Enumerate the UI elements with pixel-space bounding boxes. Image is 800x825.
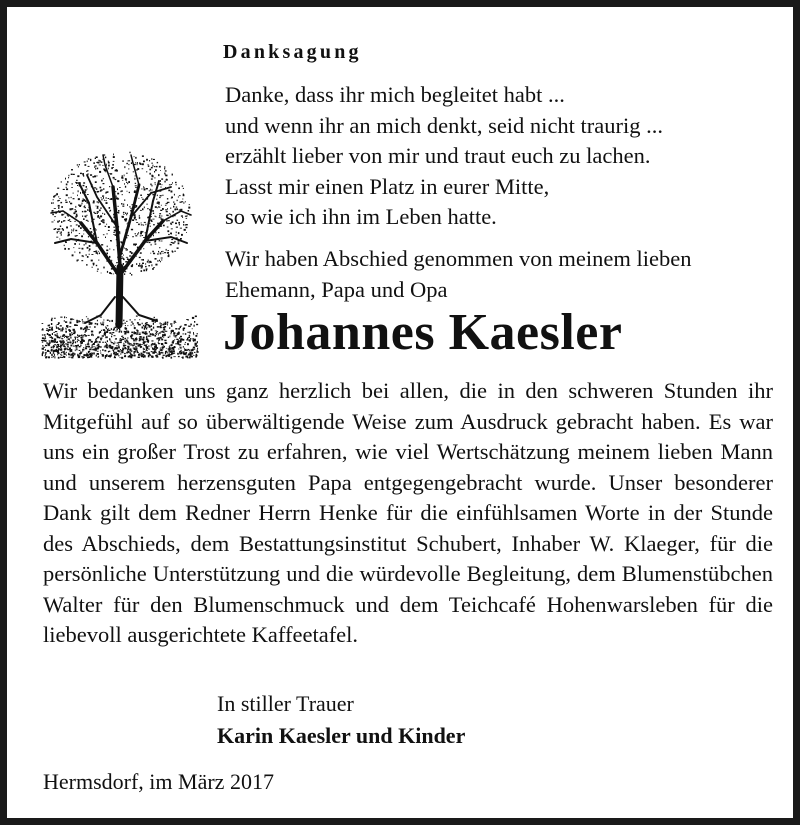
deceased-name: Johannes Kaesler bbox=[223, 304, 623, 361]
intro-text bbox=[225, 244, 691, 305]
signers: Karin Kaesler und Kinder bbox=[217, 723, 466, 748]
tree-icon bbox=[41, 147, 199, 359]
poem-line: und wenn ihr an mich denkt, seid nicht traurig ... bbox=[225, 112, 664, 138]
intro-line: Ehemann, Papa und Opa bbox=[225, 276, 448, 302]
intro-line: Wir haben Abschied genommen von meinem lieben bbox=[225, 246, 692, 271]
poem-line: Lasst mir einen Platz in eurer Mitte, bbox=[225, 173, 550, 199]
poem-line: so wie ich ihn im Leben hatte. bbox=[225, 204, 497, 229]
place-date: Hermsdorf, im März 2017 bbox=[43, 769, 274, 794]
thanks-paragraph: Wir bedanken uns ganz herzlich bei allen, die in den schweren Stunden ihr Mitgefühl auf so überwältigende Weise zum Ausdruck gebracht haben. Es war uns ein großer Trost zu erfahren, wie viel Wertschätzung meinem lieben Mann und unserem herzensguten Papa entgegengebracht wurde. Unser besonderer Dank gilt dem Redner Herrn Henke für die einfühlsamen Worte in der Stunde des Abschieds, dem Bestattungsinstitut Schubert, Inhaber W. Klaeger, für die persönliche Unterstützung und die würdevolle Begleitung, dem Blumenstübchen Walter für den Blumenschmuck und dem Teichcafé Hohenwarsleben für die liebevoll ausgerichtete Kaffeetafel. bbox=[43, 378, 773, 647]
closing-block bbox=[217, 688, 465, 752]
notice-heading: Danksagung bbox=[223, 41, 362, 63]
closing-line: In stiller Trauer bbox=[217, 691, 354, 716]
poem-line: erzählt lieber von mir und traut euch zu lachen. bbox=[225, 143, 651, 168]
poem bbox=[225, 80, 663, 233]
poem-line: Danke, dass ihr mich begleitet habt ... bbox=[225, 82, 565, 107]
